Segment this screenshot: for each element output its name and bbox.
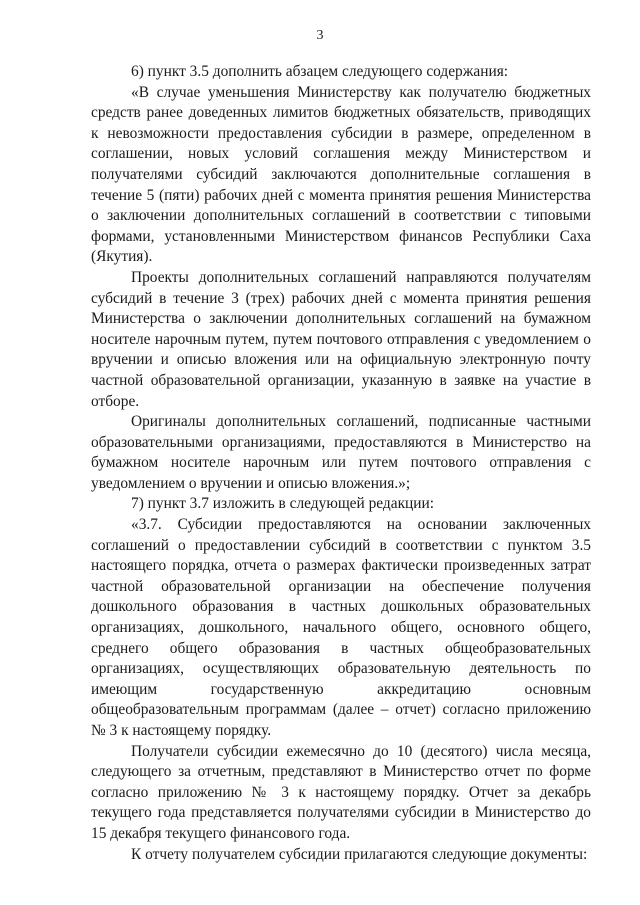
document-body — [91, 62, 591, 865]
page-number: 3 — [316, 28, 324, 43]
paragraph-budget-reduction: «В случае уменьшения Министерству как получателю бюджетных средств ранее доведенных лимитов бюджетных обязательств, приводящих к невозможности предоставления субсидии в размере, определенном в соглашении, новых условий соглашения между Министерством и получателями субсидий заключаются дополнительные соглашения в течение 5 (пяти) рабочих дней с момента принятия решения Министерства о заключении дополнительных соглашений в соответствии с типовыми формами, установленными Министерством финансов Республики Саха (Якутия). — [91, 83, 591, 266]
paragraph-item-7-intro: 7) пункт 3.7 изложить в следующей редакции: — [131, 495, 435, 513]
paragraph-draft-agreements: Проекты дополнительных соглашений направляются получателям субсидий в течение 3 (трех) рабочих дней с момента принятия решения Министерства о заключении дополнительных соглашений на бумажном носителе нарочным путем, путем почтового отправления с уведомлением о вручении и описью вложения или на официальную электронную почту частной образовательной организации, указанную в заявке на участие в отборе. — [91, 268, 591, 410]
paragraph-original-agreements: Оригиналы дополнительных соглашений, подписанные частными образовательными организациями, предоставляются в Министерство на бумажном носителе нарочным или путем почтового отправления с уведомлением о вручении и описью вложения.»; — [91, 413, 591, 492]
paragraph-item-6-intro: 6) пункт 3.5 дополнить абзацем следующего содержания: — [131, 63, 509, 80]
paragraph-attached-documents: К отчету получателем субсидии прилагаются следующие документы: — [131, 845, 588, 863]
paragraph-monthly-report: Получатели субсидии ежемесячно до 10 (десятого) числа месяца, следующего за отчетным, представляют в Министерство отчет по форме согласно приложению № 3 к настоящему порядку. Отчет за декабрь текущего года представляется получателями субсидии в Министерство до 15 декабря текущего финансового года. — [91, 742, 591, 842]
paragraph-clause-3-7: «3.7. Субсидии предоставляются на основании заключенных соглашений о предоставлении субсидий в соответствии с пунктом 3.5 настоящего порядка, отчета о размерах фактически произведенных затрат частной образовательной организации на обеспечение получения дошкольного образования в частных дошкольных образовательных организациях, дошкольного, начального общего, основного общего, среднего общего образования в частных общеобразовательных организациях, осуществляющих образовательную деятельность по имеющим государственную аккредитацию основным общеобразовательным программам (далее – отчет) согласно приложению № 3 к настоящему порядку. — [91, 516, 591, 739]
